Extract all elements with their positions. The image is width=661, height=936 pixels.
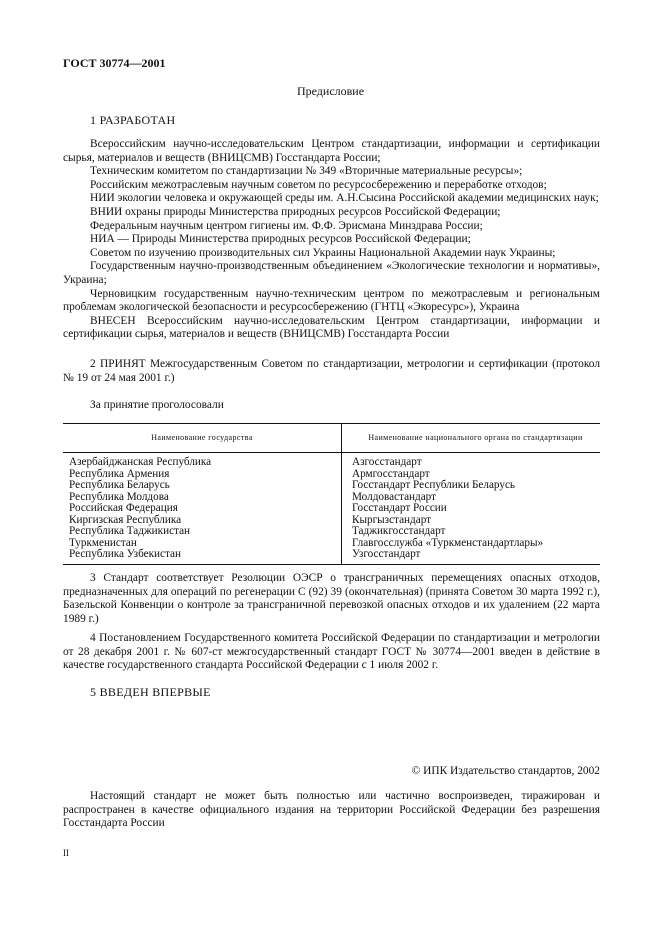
developer-paragraph: Техническим комитетом по стандартизации № 349 «Вторичные материальные ресурсы»; [90,165,523,178]
bodies-cell [342,453,601,565]
state-name: Киргизская Республика [69,513,182,526]
standards-body-name: Кыргызстандарт [352,513,432,526]
section-5-first-introduced: 5 ВВЕДЕН ВПЕРВЫЕ [90,685,211,699]
standards-body-name: Главгосслужба «Туркменстандартлары» [352,536,544,549]
state-name: Республика Молдова [69,490,169,503]
page-title: Предисловие [296,84,365,98]
table-row [63,453,600,565]
state-name: Российская Федерация [69,502,178,514]
developer-paragraph: Государственным научно-производственным объединением «Экологические технологии и нормативы», Украина; [63,260,600,286]
standards-body-name: Госстандарт Республики Беларусь [352,479,516,491]
state-name: Туркменистан [69,536,137,549]
state-name: Республика Таджикистан [69,525,191,537]
standards-body-name: Узгосстандарт [352,548,421,560]
document-number: ГОСТ 30774—2001 [63,56,166,70]
page-number: II [63,848,69,858]
standards-body-name: Таджикгосстандарт [352,525,446,537]
section-2-adopted: 2 ПРИНЯТ Межгосударственным Советом по стандартизации, метрологии и сертификации (протокол № 19 от 24 мая 2001 г.) [63,358,600,384]
column-header-state: Наименование государства [63,424,342,453]
standards-body-name: Армгосстандарт [352,467,430,480]
table-header-row [63,424,600,453]
vote-label: За принятие проголосовали [90,399,224,411]
copyright: © ИПК Издательство стандартов, 2002 [411,765,600,777]
states-cell [63,453,342,565]
reproduction-notice: Настоящий стандарт не может быть полностью или частично воспроизведен, тиражирован и распространен в качестве официального издания на территории Российской Федерации без разрешения Госстандарта России [63,790,600,830]
standards-body-name: Молдовастандарт [352,490,437,503]
section-3-compliance: 3 Стандарт соответствует Резолюции ОЭСР о трансграничных перемещениях опасных отходов, предназначенных для операций по регенерации С (92) 39 (окончательная) (принята Советом 30 марта 1992 г.), Базельской Конвенции о контроле за трансграничной перевозкой опасных отходов и их удалением (22 марта 1989 г.) [63,572,600,625]
state-name: Республика Беларусь [69,479,170,491]
state-name: Республика Армения [69,467,170,480]
developer-paragraph: Федеральным научным центром гигиены им. Ф.Ф. Эрисмана Минздрава России; [90,219,483,232]
voting-states-table [63,423,600,565]
developer-paragraph: Черновицким государственным научно-техническим центром по межотраслевым и региональным проблемам экологической безопасности и ресурсосбережению (ГНТЦ «Экоресурс»), Украина [63,287,600,314]
section-4-enactment: 4 Постановлением Государственного комитета Российской Федерации по стандартизации и метрологии от 28 декабря 2001 г. № 607-ст межгосударственный стандарт ГОСТ № 30774—2001 введен в действие в качестве государственного стандарта Российской Федерации с 1 июля 2002 г. [63,632,600,672]
developer-paragraph: НИА — Природы Министерства природных ресурсов Российской Федерации; [90,233,471,246]
column-header-body: Наименование национального органа по стандартизации [342,424,601,453]
state-name: Республика Узбекистан [69,548,181,560]
standards-body-name: Азгосстандарт [352,456,422,468]
developer-paragraph: Советом по изучению производительных сил Украины Национальной Академии наук Украины; [90,246,556,259]
developer-paragraph: НИИ экологии человека и окружающей среды им. А.Н.Сысина Российской академии медицинских наук; [90,192,599,205]
introduced-paragraph: ВНЕСЕН Всероссийским научно-исследовательским Центром стандартизации, информации и сертификации сырья, материалов и веществ (ВНИЦСМВ) Госстандарта России [63,314,600,341]
state-name: Азербайджанская Республика [69,456,212,468]
standards-body-name: Госстандарт России [352,502,447,514]
developer-paragraph: ВНИИ охраны природы Министерства природных ресурсов Российской Федерации; [90,205,501,218]
developer-paragraph: Всероссийским научно-исследовательским Центром стандартизации, информации и сертификации сырья, материалов и веществ (ВНИЦСМВ) Госстандарта России; [63,138,600,164]
section-1-heading: 1 РАЗРАБОТАН [90,113,176,127]
section-1-body [63,138,600,342]
developer-paragraph: Российским межотраслевым научным советом по ресурсосбережению и переработке отходов; [90,178,547,191]
